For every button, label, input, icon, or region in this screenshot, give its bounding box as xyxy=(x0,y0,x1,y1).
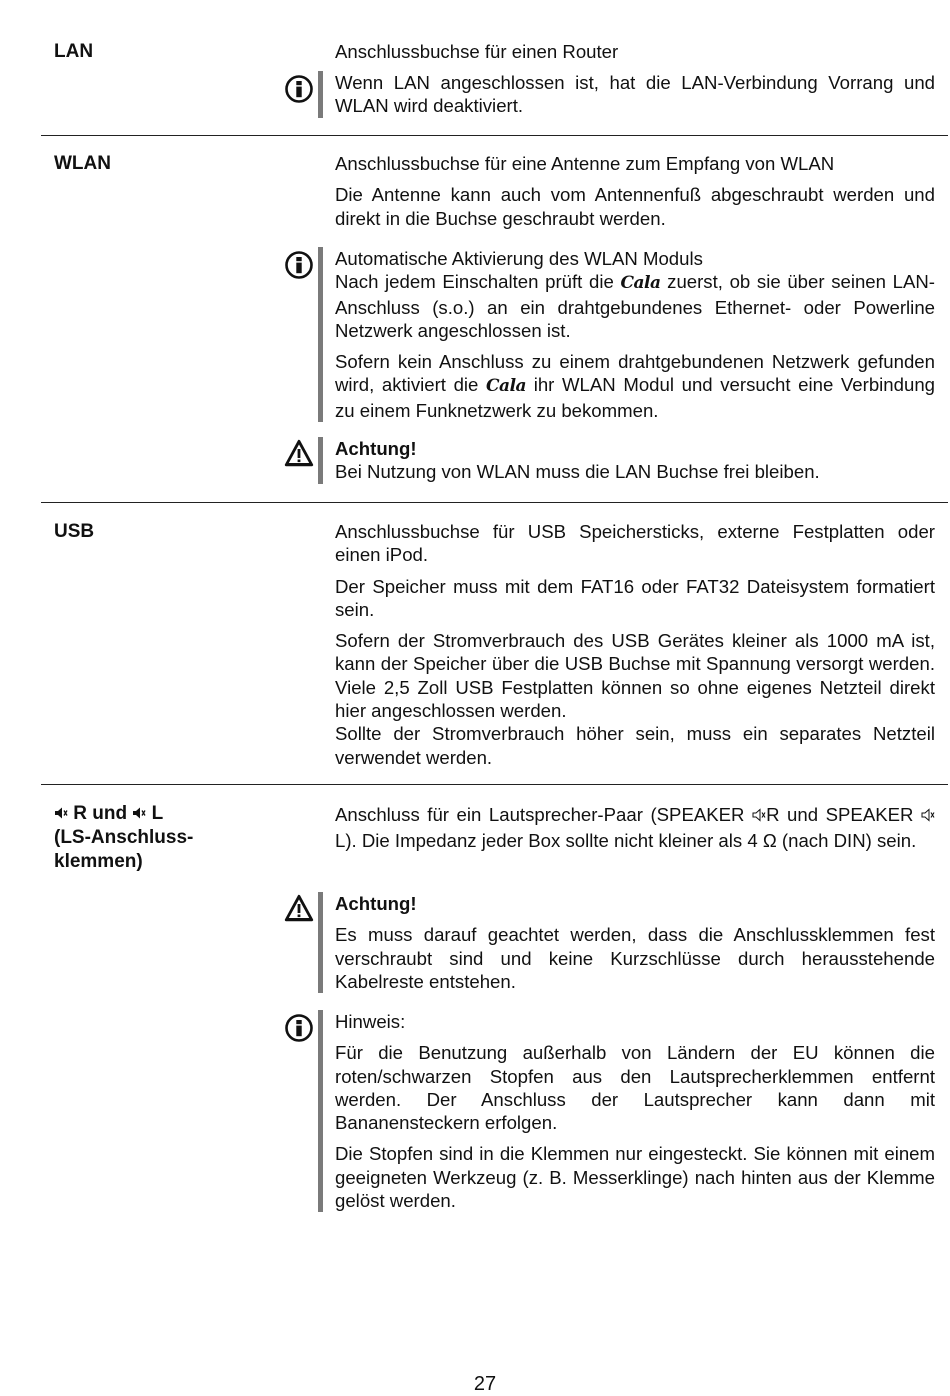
speaker-warning xyxy=(318,892,935,993)
info-icon xyxy=(284,1013,314,1043)
speaker-icon xyxy=(752,808,766,822)
speaker-label-r: R und xyxy=(73,803,128,824)
wlan-note-p1a: Nach jedem Einschalten prüft die xyxy=(335,271,614,293)
speaker-text-b: R und SPEAKER xyxy=(766,804,914,825)
wlan-note-p2a: Sofern kein Anschluss zu einem drahtgebundenen Netzwerk gefunden wird, aktiviert die xyxy=(335,351,935,396)
warning-icon xyxy=(284,893,314,923)
speaker-warning-text: Es muss darauf geachtet werden, dass die Anschlussklemmen fest verschraubt sind und keine Kurzschlüsse durch herausstehende Kabelreste entstehen. xyxy=(335,924,935,992)
speaker-text-a: Anschluss für ein Lautsprecher-Paar (SPEAKER xyxy=(335,804,745,825)
usb-text-2: Der Speicher muss mit dem FAT16 oder FAT32 Dateisystem formatiert sein. xyxy=(335,575,935,620)
speaker-hint-paragraph-1: Für die Benutzung außerhalb von Ländern der EU können die roten/schwarzen Stopfen aus den Lautsprecherklemmen entfernt werden. Der Anschluss der Lautsprecher kann dann mit Bananensteckern erfolgen. xyxy=(335,1042,935,1134)
speaker-label-line-1 xyxy=(54,802,193,826)
speaker-label-line-2: (LS-Anschluss- xyxy=(54,827,194,848)
speaker-text xyxy=(335,802,935,854)
usb-text-4: Sollte der Stromverbrauch höher sein, muss ein separates Netzteil verwendet werden. xyxy=(335,723,935,768)
usb-text-1: Anschlussbuchse für USB Speichersticks, externe Festplatten oder einen iPod. xyxy=(335,521,935,566)
usb-description xyxy=(335,520,935,769)
wlan-note-paragraph-1 xyxy=(335,270,935,342)
lan-note-text: Wenn LAN angeschlossen ist, hat die LAN-Verbindung Vorrang und WLAN wird deaktiviert. xyxy=(335,72,935,117)
lan-text: Anschlussbuchse für einen Router xyxy=(335,41,619,62)
speaker-label-l: L xyxy=(151,803,164,824)
wlan-note-p2b: ihr WLAN Modul und versucht eine Verbindung zu einem Funknetzwerk zu bekommen. xyxy=(335,374,936,421)
divider xyxy=(41,502,948,503)
wlan-label: WLAN xyxy=(54,153,111,174)
lan-note xyxy=(318,71,935,118)
wlan-note-p1b: zuerst, ob sie über seinen LAN-Anschluss (s.o.) an ein drahtgebundenes Ethernet- oder Powerline Netzwerk angeschlossen ist. xyxy=(335,271,935,341)
wlan-warning xyxy=(318,437,935,484)
speaker-hint-paragraph-2: Die Stopfen sind in die Klemmen nur eingesteckt. Sie können mit einem geeigneten Werkzeug (z. B. Messerklinge) nach hinten aus der Klemme gelöst werden. xyxy=(335,1143,935,1212)
speaker-text-c: L). Die Impedanz jeder Box sollte nicht kleiner als 4 Ω (nach DIN) sein. xyxy=(335,830,917,851)
speaker-warning-title: Achtung! xyxy=(335,893,417,914)
divider xyxy=(41,784,948,785)
speaker-hint-title: Hinweis: xyxy=(335,1011,406,1032)
wlan-note-title: Automatische Aktivierung des WLAN Moduls xyxy=(335,248,703,269)
usb-label: USB xyxy=(54,521,95,542)
lan-description xyxy=(335,40,935,63)
info-icon xyxy=(284,74,314,104)
cala-logo: Cala xyxy=(620,273,661,294)
wlan-text-1: Anschlussbuchse für eine Antenne zum Empfang von WLAN xyxy=(335,153,835,174)
wlan-info-note xyxy=(318,247,935,422)
speaker-hint xyxy=(318,1010,935,1212)
divider xyxy=(41,135,948,136)
warning-icon xyxy=(284,438,314,468)
cala-logo: Cala xyxy=(486,376,527,397)
speaker-icon xyxy=(132,806,146,820)
speaker-description xyxy=(335,802,935,854)
wlan-text-2: Die Antenne kann auch vom Antennenfuß abgeschraubt werden und direkt in die Buchse geschraubt werden. xyxy=(335,184,935,229)
speaker-label-line-3: klemmen) xyxy=(54,851,143,872)
page-number: 27 xyxy=(473,1373,497,1395)
info-icon xyxy=(284,250,314,280)
wlan-warning-text: Bei Nutzung von WLAN muss die LAN Buchse frei bleiben. xyxy=(335,461,820,483)
usb-text-3: Sofern der Stromverbrauch des USB Gerätes kleiner als 1000 mA ist, kann der Speicher über die USB Buchse mit Spannung versorgt werden. Viele 2,5 Zoll USB Festplatten können so ohne eigenes Netzteil direkt hier angeschlossen werden. xyxy=(335,630,935,722)
wlan-warning-title: Achtung! xyxy=(335,438,417,459)
speaker-label xyxy=(54,802,193,874)
speaker-icon xyxy=(54,806,68,820)
speaker-icon xyxy=(921,808,935,822)
wlan-description xyxy=(335,152,935,230)
wlan-note-paragraph-2 xyxy=(335,350,935,422)
lan-label: LAN xyxy=(54,41,94,62)
